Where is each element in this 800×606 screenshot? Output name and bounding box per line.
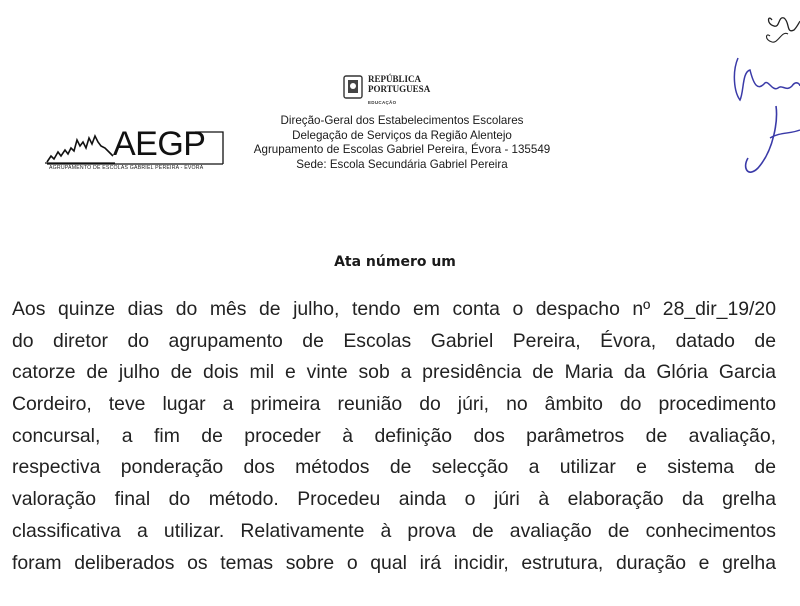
castle-skyline-icon (45, 126, 115, 166)
letterhead-line: Direção-Geral dos Estabelecimentos Escolares (280, 114, 524, 127)
gov-logo-text: REPÚBLICA PORTUGUESA (368, 74, 431, 94)
gov-logo-sub: EDUCAÇÃO (368, 100, 397, 105)
logo-subtitle: AGRUPAMENTO DE ESCOLAS GABRIEL PEREIRA - ÉVORA (49, 165, 204, 171)
body-line: do diretor do agrupamento de Escolas Gabriel Pereira, Évora, datado de (12, 329, 776, 352)
body-line: foram deliberados os temas sobre o qual irá incidir, estrutura, duração e grelha (12, 551, 776, 574)
body-line: Aos quinze dias do mês de julho, tendo em conta o despacho nº 28_dir_19/20 (12, 298, 776, 320)
body-line: classificativa a utilizar. Relativamente à prova de avaliação de conhecimentos (12, 519, 776, 542)
letterhead-line: Sede: Escola Secundária Gabriel Pereira (296, 157, 508, 171)
letterhead-line: Agrupamento de Escolas Gabriel Pereira, Évora - 135549 (253, 143, 551, 156)
letterhead-line: Delegação de Serviços da Região Alentejo (292, 128, 512, 142)
letterhead (228, 114, 576, 172)
body-line: respectiva ponderação dos métodos de selecção a utilizar e sistema de (12, 456, 776, 479)
body-line: catorze de julho de dois mil e vinte sob a presidência de Maria da Glória Garcia (12, 361, 776, 384)
aegp-logo (45, 126, 225, 178)
body-line: valoração final do método. Procedeu ainda o júri à elaboração da grelha (12, 488, 776, 511)
body-line: Cordeiro, teve lugar a primeira reunião do júri, no âmbito do procedimento (12, 393, 776, 416)
handwritten-signature (720, 0, 800, 200)
logo-text: AEGP (113, 125, 206, 163)
document-body (12, 294, 776, 579)
body-line: concursal, a fim de proceder à definição dos parâmetros de avaliação, (12, 424, 776, 447)
gov-logo (342, 74, 452, 110)
coat-of-arms-icon (342, 74, 364, 100)
document-title: Ata número um (334, 254, 456, 270)
